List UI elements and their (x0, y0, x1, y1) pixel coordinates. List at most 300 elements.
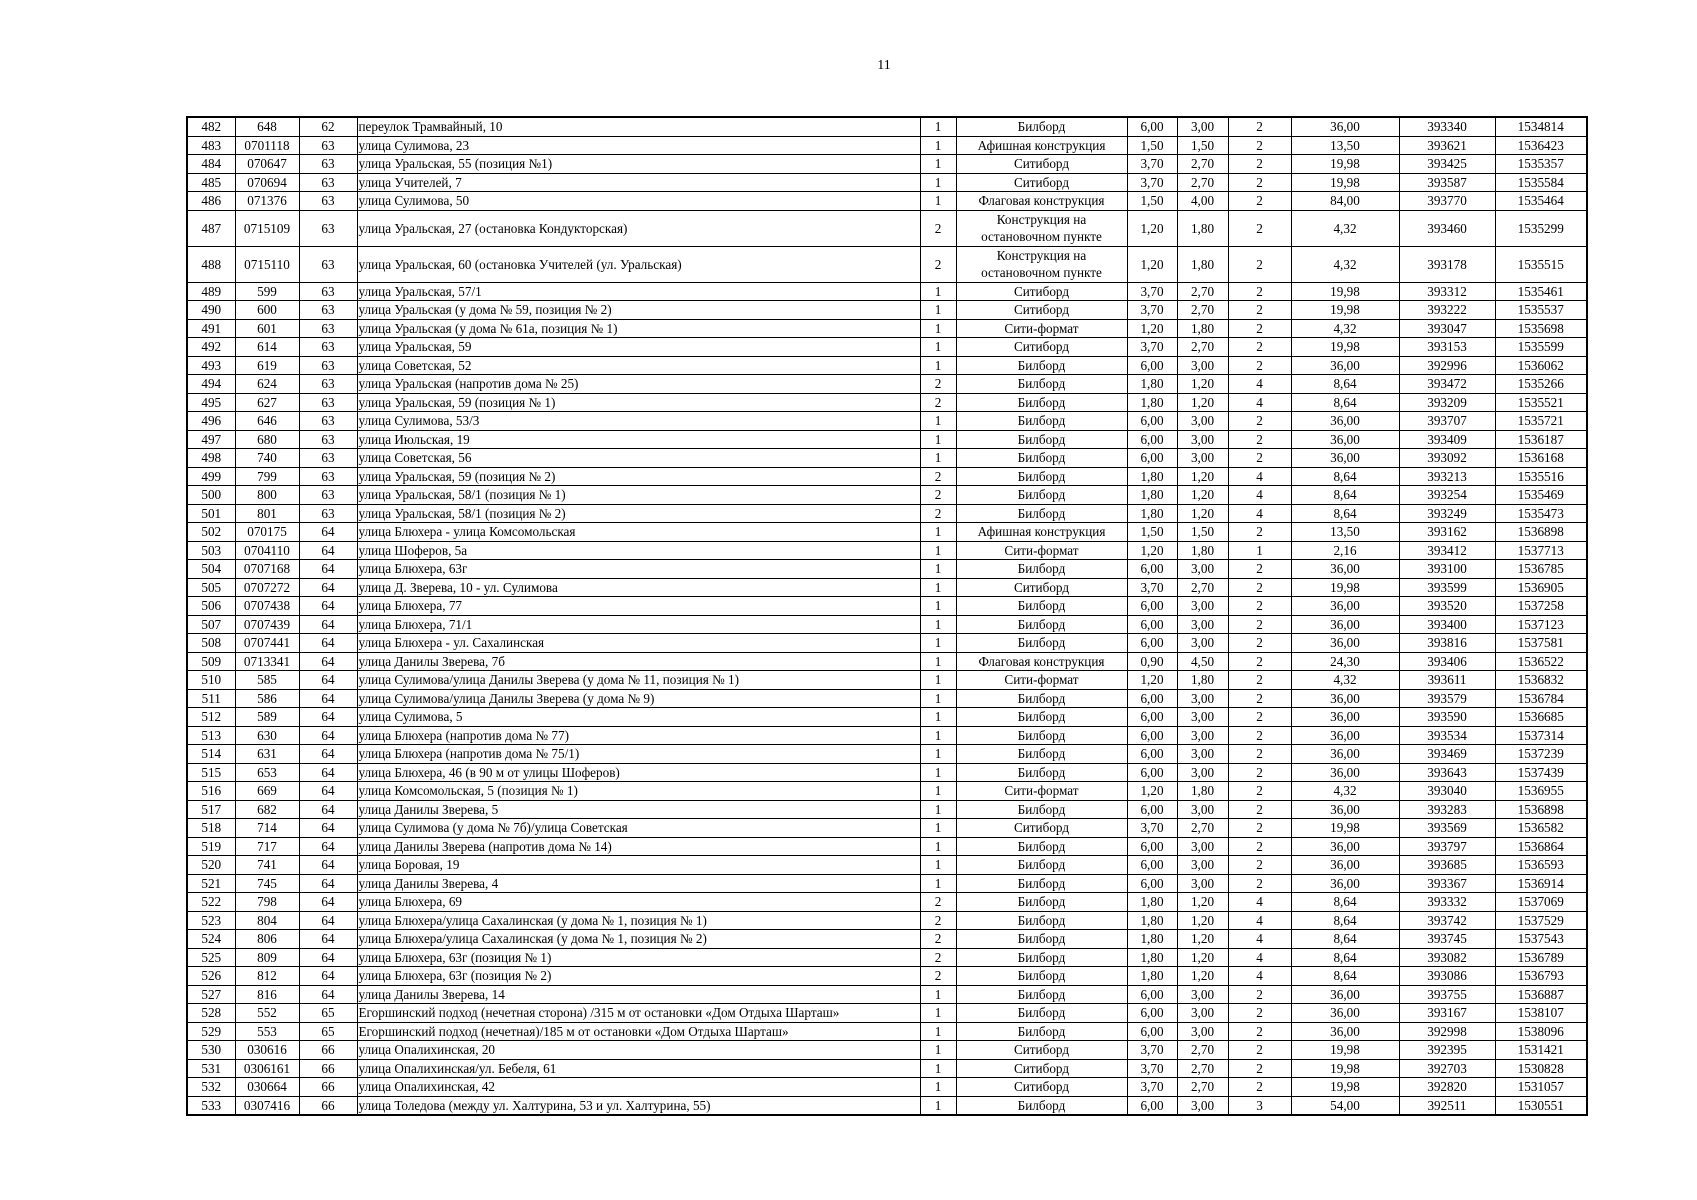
width-cell: 6,00 (1127, 430, 1177, 449)
area-cell: 36,00 (1291, 615, 1399, 634)
table-row (187, 356, 1587, 375)
address-cell: улица Блюхера, 71/1 (357, 615, 920, 634)
construction-code-cell: 630 (235, 726, 299, 745)
table-row (187, 874, 1587, 893)
sides-cell: 2 (1228, 726, 1291, 745)
coordinate-y-cell: 1535515 (1495, 246, 1587, 282)
address-cell: улица Опалихинская/ул. Бебеля, 61 (357, 1059, 920, 1078)
height-cell: 3,00 (1177, 430, 1228, 449)
address-cell: улица Шоферов, 5а (357, 541, 920, 560)
height-cell: 1,20 (1177, 375, 1228, 394)
construction-code-cell: 798 (235, 893, 299, 912)
coordinate-y-cell: 1537239 (1495, 745, 1587, 764)
construction-code-cell: 600 (235, 301, 299, 320)
address-cell: улица Блюхера/улица Сахалинская (у дома № 1, позиция № 2) (357, 930, 920, 949)
height-cell: 3,00 (1177, 449, 1228, 468)
construction-count-cell: 2 (920, 393, 956, 412)
row-number-cell: 521 (187, 874, 235, 893)
construction-count-cell: 1 (920, 117, 956, 136)
construction-code-cell: 646 (235, 412, 299, 431)
area-cell: 19,98 (1291, 282, 1399, 301)
construction-type-cell: Билборд (956, 615, 1127, 634)
construction-type-cell: Билборд (956, 449, 1127, 468)
address-cell: улица Советская, 52 (357, 356, 920, 375)
coordinate-y-cell: 1535299 (1495, 210, 1587, 246)
table-body (187, 117, 1587, 1115)
construction-code-cell: 624 (235, 375, 299, 394)
coordinate-y-cell: 1537258 (1495, 597, 1587, 616)
coordinate-x-cell: 393745 (1399, 930, 1495, 949)
coordinate-y-cell: 1535599 (1495, 338, 1587, 357)
construction-count-cell: 1 (920, 782, 956, 801)
address-cell: улица Уральская (напротив дома № 25) (357, 375, 920, 394)
district-code-cell: 63 (299, 467, 357, 486)
construction-code-cell: 682 (235, 800, 299, 819)
construction-code-cell: 717 (235, 837, 299, 856)
construction-code-cell: 627 (235, 393, 299, 412)
address-cell: улица Д. Зверева, 10 - ул. Сулимова (357, 578, 920, 597)
coordinate-x-cell: 393425 (1399, 155, 1495, 174)
construction-count-cell: 1 (920, 689, 956, 708)
coordinate-y-cell: 1536187 (1495, 430, 1587, 449)
table-row (187, 837, 1587, 856)
table-row (187, 578, 1587, 597)
width-cell: 1,80 (1127, 375, 1177, 394)
area-cell: 8,64 (1291, 911, 1399, 930)
area-cell: 8,64 (1291, 504, 1399, 523)
construction-type-cell: Сити-формат (956, 671, 1127, 690)
construction-type-cell: Билборд (956, 837, 1127, 856)
area-cell: 36,00 (1291, 449, 1399, 468)
area-cell: 19,98 (1291, 155, 1399, 174)
district-code-cell: 63 (299, 192, 357, 211)
construction-code-cell: 631 (235, 745, 299, 764)
construction-count-cell: 1 (920, 1059, 956, 1078)
row-number-cell: 502 (187, 523, 235, 542)
address-cell: Егоршинский подход (нечетная сторона) /315 м от остановки «Дом Отдыха Шарташ» (357, 1004, 920, 1023)
district-code-cell: 63 (299, 504, 357, 523)
sides-cell: 2 (1228, 356, 1291, 375)
coordinate-x-cell: 393579 (1399, 689, 1495, 708)
construction-code-cell: 653 (235, 763, 299, 782)
address-cell: улица Уральская (у дома № 59, позиция № 2) (357, 301, 920, 320)
construction-code-cell: 0713341 (235, 652, 299, 671)
district-code-cell: 63 (299, 412, 357, 431)
area-cell: 8,64 (1291, 930, 1399, 949)
construction-code-cell: 030664 (235, 1078, 299, 1097)
row-number-cell: 485 (187, 173, 235, 192)
address-cell: улица Сулимова, 50 (357, 192, 920, 211)
area-cell: 36,00 (1291, 856, 1399, 875)
address-cell: улица Сулимова, 53/3 (357, 412, 920, 431)
table-row (187, 1004, 1587, 1023)
coordinate-x-cell: 392996 (1399, 356, 1495, 375)
coordinate-x-cell: 393312 (1399, 282, 1495, 301)
area-cell: 8,64 (1291, 948, 1399, 967)
height-cell: 2,70 (1177, 578, 1228, 597)
coordinate-y-cell: 1535473 (1495, 504, 1587, 523)
construction-type-cell: Билборд (956, 375, 1127, 394)
height-cell: 1,80 (1177, 210, 1228, 246)
table-row (187, 652, 1587, 671)
construction-code-cell: 0715110 (235, 246, 299, 282)
construction-code-cell: 0707441 (235, 634, 299, 653)
coordinate-x-cell: 393569 (1399, 819, 1495, 838)
sides-cell: 4 (1228, 393, 1291, 412)
row-number-cell: 523 (187, 911, 235, 930)
construction-count-cell: 2 (920, 948, 956, 967)
coordinate-x-cell: 393340 (1399, 117, 1495, 136)
address-cell: улица Толедова (между ул. Халтурина, 53 и ул. Халтурина, 55) (357, 1096, 920, 1115)
coordinate-x-cell: 393047 (1399, 319, 1495, 338)
construction-code-cell: 801 (235, 504, 299, 523)
address-cell: улица Опалихинская, 20 (357, 1041, 920, 1060)
coordinate-y-cell: 1537529 (1495, 911, 1587, 930)
district-code-cell: 66 (299, 1078, 357, 1097)
coordinate-x-cell: 393770 (1399, 192, 1495, 211)
row-number-cell: 499 (187, 467, 235, 486)
construction-count-cell: 1 (920, 578, 956, 597)
row-number-cell: 522 (187, 893, 235, 912)
row-number-cell: 505 (187, 578, 235, 597)
coordinate-y-cell: 1536168 (1495, 449, 1587, 468)
table-row (187, 541, 1587, 560)
address-cell: улица Уральская, 58/1 (позиция № 1) (357, 486, 920, 505)
coordinate-x-cell: 393367 (1399, 874, 1495, 893)
sides-cell: 2 (1228, 1004, 1291, 1023)
construction-type-cell: Билборд (956, 800, 1127, 819)
page-number: 11 (877, 58, 891, 73)
area-cell: 19,98 (1291, 819, 1399, 838)
height-cell: 1,20 (1177, 504, 1228, 523)
district-code-cell: 63 (299, 282, 357, 301)
coordinate-y-cell: 1537123 (1495, 615, 1587, 634)
table-row (187, 948, 1587, 967)
address-cell: улица Данилы Зверева, 14 (357, 985, 920, 1004)
row-number-cell: 497 (187, 430, 235, 449)
construction-count-cell: 1 (920, 136, 956, 155)
construction-code-cell: 0707438 (235, 597, 299, 616)
area-cell: 19,98 (1291, 578, 1399, 597)
coordinate-x-cell: 393685 (1399, 856, 1495, 875)
address-cell: улица Уральская, 60 (остановка Учителей (ул. Уральская) (357, 246, 920, 282)
sides-cell: 2 (1228, 1022, 1291, 1041)
construction-count-cell: 1 (920, 726, 956, 745)
coordinate-x-cell: 393092 (1399, 449, 1495, 468)
construction-type-cell: Билборд (956, 467, 1127, 486)
construction-count-cell: 2 (920, 893, 956, 912)
coordinate-x-cell: 393707 (1399, 412, 1495, 431)
width-cell: 1,80 (1127, 967, 1177, 986)
construction-count-cell: 1 (920, 412, 956, 431)
row-number-cell: 532 (187, 1078, 235, 1097)
address-cell: улица Данилы Зверева (напротив дома № 14) (357, 837, 920, 856)
area-cell: 36,00 (1291, 985, 1399, 1004)
width-cell: 1,20 (1127, 319, 1177, 338)
district-code-cell: 64 (299, 708, 357, 727)
sides-cell: 2 (1228, 210, 1291, 246)
width-cell: 6,00 (1127, 449, 1177, 468)
construction-count-cell: 1 (920, 338, 956, 357)
address-cell: улица Уральская, 57/1 (357, 282, 920, 301)
coordinate-y-cell: 1536887 (1495, 985, 1587, 1004)
height-cell: 2,70 (1177, 338, 1228, 357)
row-number-cell: 482 (187, 117, 235, 136)
row-number-cell: 494 (187, 375, 235, 394)
district-code-cell: 64 (299, 689, 357, 708)
height-cell: 3,00 (1177, 412, 1228, 431)
table-row (187, 117, 1587, 136)
height-cell: 3,00 (1177, 745, 1228, 764)
construction-code-cell: 816 (235, 985, 299, 1004)
address-cell: улица Блюхера, 46 (в 90 м от улицы Шоферов) (357, 763, 920, 782)
address-cell: улица Уральская, 59 (позиция № 2) (357, 467, 920, 486)
district-code-cell: 64 (299, 763, 357, 782)
address-cell: улица Уральская, 59 (357, 338, 920, 357)
construction-count-cell: 1 (920, 597, 956, 616)
construction-type-cell: Ситиборд (956, 301, 1127, 320)
district-code-cell: 64 (299, 634, 357, 653)
height-cell: 1,20 (1177, 486, 1228, 505)
row-number-cell: 492 (187, 338, 235, 357)
coordinate-x-cell: 393167 (1399, 1004, 1495, 1023)
district-code-cell: 63 (299, 246, 357, 282)
row-number-cell: 515 (187, 763, 235, 782)
row-number-cell: 503 (187, 541, 235, 560)
area-cell: 4,32 (1291, 671, 1399, 690)
construction-code-cell: 0701118 (235, 136, 299, 155)
table-row (187, 597, 1587, 616)
sides-cell: 2 (1228, 708, 1291, 727)
district-code-cell: 65 (299, 1022, 357, 1041)
district-code-cell: 64 (299, 948, 357, 967)
table-row (187, 560, 1587, 579)
construction-type-cell: Билборд (956, 597, 1127, 616)
height-cell: 2,70 (1177, 282, 1228, 301)
table-row (187, 412, 1587, 431)
construction-code-cell: 669 (235, 782, 299, 801)
construction-code-cell: 070175 (235, 523, 299, 542)
height-cell: 3,00 (1177, 800, 1228, 819)
width-cell: 1,20 (1127, 671, 1177, 690)
construction-type-cell: Билборд (956, 504, 1127, 523)
construction-type-cell: Билборд (956, 560, 1127, 579)
sides-cell: 2 (1228, 412, 1291, 431)
sides-cell: 4 (1228, 948, 1291, 967)
height-cell: 3,00 (1177, 634, 1228, 653)
row-number-cell: 533 (187, 1096, 235, 1115)
height-cell: 3,00 (1177, 356, 1228, 375)
area-cell: 36,00 (1291, 726, 1399, 745)
table-row (187, 634, 1587, 653)
table-row (187, 763, 1587, 782)
width-cell: 6,00 (1127, 708, 1177, 727)
district-code-cell: 64 (299, 578, 357, 597)
construction-count-cell: 1 (920, 745, 956, 764)
construction-code-cell: 070647 (235, 155, 299, 174)
construction-count-cell: 1 (920, 615, 956, 634)
construction-type-cell: Билборд (956, 911, 1127, 930)
width-cell: 3,70 (1127, 282, 1177, 301)
width-cell: 6,00 (1127, 856, 1177, 875)
width-cell: 3,70 (1127, 1041, 1177, 1060)
area-cell: 8,64 (1291, 486, 1399, 505)
coordinate-y-cell: 1536582 (1495, 819, 1587, 838)
coordinate-y-cell: 1535357 (1495, 155, 1587, 174)
construction-code-cell: 0707439 (235, 615, 299, 634)
construction-count-cell: 1 (920, 652, 956, 671)
height-cell: 2,70 (1177, 1059, 1228, 1078)
construction-type-cell: Ситиборд (956, 282, 1127, 301)
width-cell: 3,70 (1127, 301, 1177, 320)
district-code-cell: 64 (299, 615, 357, 634)
construction-code-cell: 614 (235, 338, 299, 357)
width-cell: 1,50 (1127, 192, 1177, 211)
coordinate-y-cell: 1535698 (1495, 319, 1587, 338)
height-cell: 3,00 (1177, 615, 1228, 634)
coordinate-y-cell: 1537069 (1495, 893, 1587, 912)
construction-type-cell: Билборд (956, 967, 1127, 986)
sides-cell: 2 (1228, 319, 1291, 338)
coordinate-y-cell: 1535584 (1495, 173, 1587, 192)
construction-count-cell: 1 (920, 282, 956, 301)
address-cell: улица Блюхера, 63г (позиция № 1) (357, 948, 920, 967)
coordinate-x-cell: 393621 (1399, 136, 1495, 155)
construction-type-cell: Билборд (956, 117, 1127, 136)
height-cell: 1,20 (1177, 393, 1228, 412)
row-number-cell: 513 (187, 726, 235, 745)
construction-type-cell: Билборд (956, 634, 1127, 653)
width-cell: 1,50 (1127, 136, 1177, 155)
construction-count-cell: 1 (920, 301, 956, 320)
construction-type-cell: Билборд (956, 689, 1127, 708)
area-cell: 19,98 (1291, 338, 1399, 357)
table-row (187, 1096, 1587, 1115)
sides-cell: 4 (1228, 911, 1291, 930)
coordinate-x-cell: 393469 (1399, 745, 1495, 764)
construction-type-cell: Билборд (956, 356, 1127, 375)
width-cell: 6,00 (1127, 985, 1177, 1004)
width-cell: 1,80 (1127, 393, 1177, 412)
construction-type-cell: Билборд (956, 412, 1127, 431)
sides-cell: 4 (1228, 893, 1291, 912)
coordinate-x-cell: 393599 (1399, 578, 1495, 597)
row-number-cell: 501 (187, 504, 235, 523)
construction-count-cell: 2 (920, 246, 956, 282)
coordinate-y-cell: 1537713 (1495, 541, 1587, 560)
area-cell: 8,64 (1291, 467, 1399, 486)
row-number-cell: 487 (187, 210, 235, 246)
height-cell: 3,00 (1177, 1096, 1228, 1115)
construction-type-cell: Афишная конструкция (956, 523, 1127, 542)
coordinate-x-cell: 393460 (1399, 210, 1495, 246)
area-cell: 54,00 (1291, 1096, 1399, 1115)
width-cell: 3,70 (1127, 173, 1177, 192)
construction-code-cell: 0306161 (235, 1059, 299, 1078)
width-cell: 6,00 (1127, 597, 1177, 616)
area-cell: 19,98 (1291, 1059, 1399, 1078)
construction-code-cell: 601 (235, 319, 299, 338)
width-cell: 6,00 (1127, 356, 1177, 375)
row-number-cell: 526 (187, 967, 235, 986)
coordinate-y-cell: 1536832 (1495, 671, 1587, 690)
sides-cell: 2 (1228, 782, 1291, 801)
construction-count-cell: 1 (920, 560, 956, 579)
table-row (187, 615, 1587, 634)
coordinate-y-cell: 1535516 (1495, 467, 1587, 486)
coordinate-y-cell: 1536955 (1495, 782, 1587, 801)
coordinate-y-cell: 1536593 (1495, 856, 1587, 875)
coordinate-x-cell: 393534 (1399, 726, 1495, 745)
width-cell: 6,00 (1127, 837, 1177, 856)
coordinate-y-cell: 1536898 (1495, 523, 1587, 542)
row-number-cell: 511 (187, 689, 235, 708)
row-number-cell: 488 (187, 246, 235, 282)
coordinate-y-cell: 1535721 (1495, 412, 1587, 431)
table-row (187, 819, 1587, 838)
width-cell: 0,90 (1127, 652, 1177, 671)
row-number-cell: 508 (187, 634, 235, 653)
table-row (187, 136, 1587, 155)
construction-code-cell: 599 (235, 282, 299, 301)
address-cell: улица Блюхера (напротив дома № 77) (357, 726, 920, 745)
coordinate-x-cell: 393222 (1399, 301, 1495, 320)
construction-type-cell: Билборд (956, 393, 1127, 412)
sides-cell: 2 (1228, 856, 1291, 875)
coordinate-x-cell: 392703 (1399, 1059, 1495, 1078)
sides-cell: 2 (1228, 449, 1291, 468)
width-cell: 1,80 (1127, 911, 1177, 930)
construction-code-cell: 809 (235, 948, 299, 967)
table-row (187, 210, 1587, 246)
construction-type-cell: Конструкция на остановочном пункте (956, 246, 1127, 282)
table-row (187, 967, 1587, 986)
sides-cell: 2 (1228, 430, 1291, 449)
coordinate-x-cell: 393086 (1399, 967, 1495, 986)
row-number-cell: 525 (187, 948, 235, 967)
area-cell: 36,00 (1291, 597, 1399, 616)
address-cell: улица Сулимова, 23 (357, 136, 920, 155)
district-code-cell: 64 (299, 726, 357, 745)
district-code-cell: 64 (299, 782, 357, 801)
construction-count-cell: 2 (920, 967, 956, 986)
width-cell: 3,70 (1127, 819, 1177, 838)
sides-cell: 2 (1228, 192, 1291, 211)
height-cell: 2,70 (1177, 301, 1228, 320)
district-code-cell: 63 (299, 393, 357, 412)
sides-cell: 1 (1228, 541, 1291, 560)
district-code-cell: 63 (299, 173, 357, 192)
construction-count-cell: 2 (920, 375, 956, 394)
coordinate-y-cell: 1535537 (1495, 301, 1587, 320)
construction-count-cell: 1 (920, 874, 956, 893)
row-number-cell: 498 (187, 449, 235, 468)
coordinate-y-cell: 1530828 (1495, 1059, 1587, 1078)
construction-count-cell: 2 (920, 930, 956, 949)
table-row (187, 523, 1587, 542)
construction-code-cell: 0704110 (235, 541, 299, 560)
district-code-cell: 64 (299, 541, 357, 560)
sides-cell: 2 (1228, 837, 1291, 856)
district-code-cell: 63 (299, 210, 357, 246)
width-cell: 6,00 (1127, 800, 1177, 819)
construction-type-cell: Билборд (956, 430, 1127, 449)
address-cell: Егоршинский подход (нечетная)/185 м от остановки «Дом Отдыха Шарташ» (357, 1022, 920, 1041)
construction-type-cell: Билборд (956, 930, 1127, 949)
area-cell: 36,00 (1291, 800, 1399, 819)
address-cell: улица Уральская, 27 (остановка Кондукторская) (357, 210, 920, 246)
construction-type-cell: Ситиборд (956, 173, 1127, 192)
